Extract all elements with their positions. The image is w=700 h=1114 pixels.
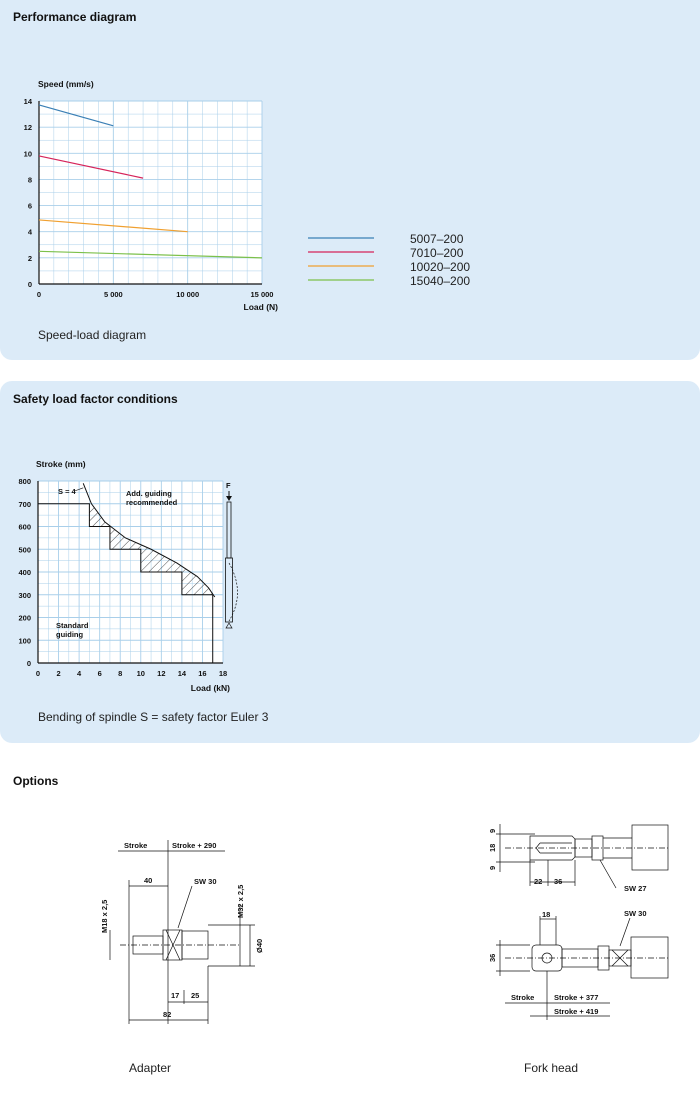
fork-22: 22 [534,877,543,886]
c2-xtick: 8 [118,669,123,678]
forkhead-caption: Fork head [524,1061,579,1075]
adapter-40: 40 [144,876,153,885]
c2-xtick: 18 [218,669,228,678]
c2-xtick: 10 [136,669,145,678]
safety-panel [0,381,700,743]
c1-ytick: 2 [27,253,32,263]
performance-title: Performance diagram [13,10,137,24]
c2-add-guiding-2: recommended [126,498,178,507]
adapter-dia40: Ø40 [255,938,264,953]
c2-ytick: 500 [18,545,31,555]
force-label: F [226,481,231,490]
c2-xtick: 6 [97,669,102,678]
c1-xtick: 0 [36,290,42,299]
fork-18b: 18 [542,910,551,919]
fork-36: 36 [554,877,563,886]
c1-xlabel: Load (N) [243,302,278,312]
fork-stroke: Stroke [511,993,535,1002]
adapter-82: 82 [163,1010,172,1019]
c2-ytick: 600 [18,522,31,532]
c2-s-label: S = 4 [58,487,76,496]
c2-add-guiding-1: Add. guiding [126,489,172,498]
safety-caption: Bending of spindle S = safety factor Euler 3 [38,710,269,724]
fork-stroke419: Stroke + 419 [554,1007,599,1016]
c2-standard-1: Standard [56,621,89,630]
fork-9b: 9 [488,865,497,870]
c1-ytick: 8 [27,175,32,185]
c2-xtick: 2 [56,669,61,678]
c2-ytick: 300 [18,590,31,600]
performance-panel [0,0,700,360]
c1-ytick: 4 [27,227,32,237]
c2-ytick: 200 [18,613,31,623]
performance-caption: Speed-load diagram [38,328,147,342]
c1-ylabel: Speed (mm/s) [38,79,94,89]
c1-ytick: 12 [23,123,32,133]
adapter-m18: M18 x 2,5 [100,899,109,933]
c1-legend [308,232,470,288]
adapter-25: 25 [191,991,200,1000]
c2-ytick: 400 [18,568,31,577]
adapter-stroke-plus: Stroke + 290 [172,841,217,850]
c2-xtick: 4 [77,669,82,678]
c2-ytick: 0 [26,659,31,668]
adapter-17: 17 [171,991,180,1000]
adapter-sw: SW 30 [194,877,217,886]
fork-18: 18 [488,843,497,852]
fork-stroke377: Stroke + 377 [554,993,599,1002]
stroke-load-chart [0,381,700,743]
fork-36b: 36 [488,953,497,962]
adapter-m32: M32 x 2,5 [236,884,245,918]
speed-load-chart [0,0,700,360]
c1-legend-label: 5007–200 [410,232,464,246]
c1-ytick: 6 [27,201,32,211]
fork-sw30: SW 30 [624,909,647,918]
adapter-caption: Adapter [129,1061,172,1075]
fork-sw27: SW 27 [624,884,647,893]
fork-9a: 9 [488,828,497,833]
c2-ylabel: Stroke (mm) [36,459,86,469]
c2-ytick: 800 [18,477,31,486]
safety-title: Safety load factor conditions [13,392,178,406]
c1-legend-label: 15040–200 [410,274,471,288]
c1-ytick: 10 [23,149,32,159]
c1-xtick: 10 000 [176,290,200,299]
adapter-stroke: Stroke [124,841,148,850]
c2-standard-2: guiding [56,630,84,639]
options-title: Options [13,774,59,788]
c1-ytick: 0 [27,280,32,289]
c2-xtick: 0 [35,669,41,678]
c2-xtick: 12 [157,669,166,678]
c2-xtick: 14 [177,669,187,678]
c2-xtick: 16 [198,669,207,678]
c1-xtick: 15 000 [250,290,274,299]
c2-xlabel: Load (kN) [190,683,230,693]
c1-xtick: 5 000 [103,290,123,299]
c1-legend-label: 7010–200 [410,246,464,260]
c2-ytick: 700 [18,499,31,509]
c1-legend-label: 10020–200 [410,260,471,274]
c2-ytick: 100 [18,636,31,646]
c1-ytick: 14 [23,97,32,106]
spindle-icon [226,481,238,628]
